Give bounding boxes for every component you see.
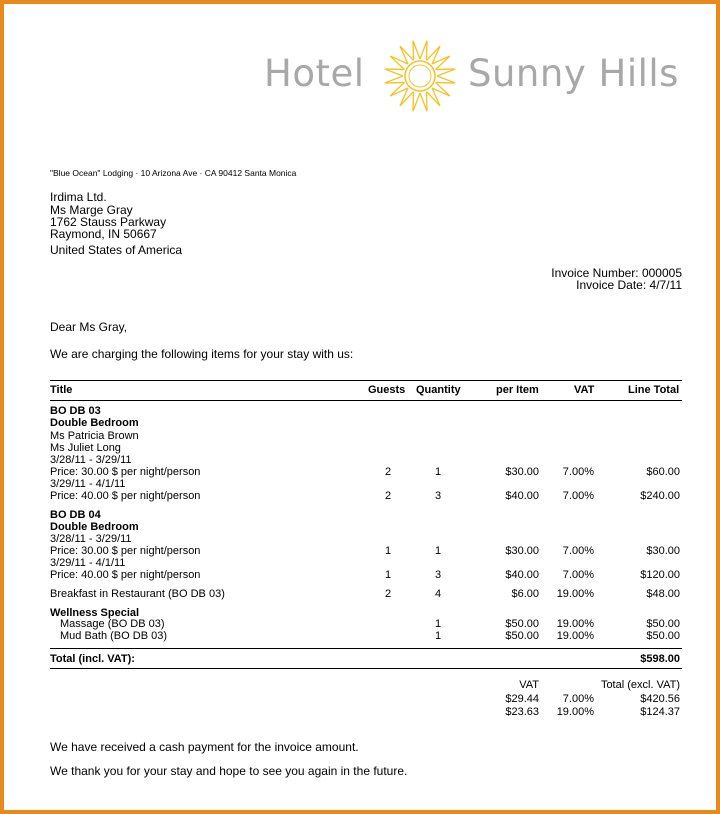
- vat-summary-header: VAT: [519, 679, 539, 691]
- vat-summary-excl-header: Total (excl. VAT): [600, 679, 680, 691]
- sender-line: "Blue Ocean" Lodging · 10 Arizona Ave · CA 90412 Santa Monica: [50, 168, 297, 178]
- group2-row2-per: $40.00: [505, 569, 539, 581]
- group1-row1-vat: 7.00%: [562, 466, 594, 478]
- group2-row1-vat: 7.00%: [562, 545, 594, 557]
- wellness-title: Wellness Special: [50, 607, 140, 619]
- group1-row2-qty: 3: [434, 490, 442, 502]
- vat-summary-row1-excl: $420.56: [640, 693, 680, 705]
- group1-row2-vat: 7.00%: [562, 490, 594, 502]
- group1-type: Double Bedroom: [50, 417, 139, 429]
- group2-row1-dates: 3/28/11 - 3/29/11: [50, 533, 132, 545]
- group1-guest1: Ms Patricia Brown: [50, 430, 139, 442]
- closing-text: We thank you for your stay and hope to see you again in the future.: [50, 764, 408, 778]
- sun-ray: [436, 69, 456, 76]
- group2-row1-guests: 1: [384, 545, 392, 557]
- breakfast-per: $6.00: [511, 588, 539, 600]
- wellness-item2-vat: 19.00%: [556, 630, 594, 642]
- breakfast-guests: 2: [384, 588, 392, 600]
- breakfast-vat: 19.00%: [556, 588, 594, 600]
- wellness-item2-title: Mud Bath (BO DB 03): [60, 630, 167, 642]
- group1-row1-per: $30.00: [505, 466, 539, 478]
- sun-ray: [385, 76, 405, 83]
- group2-row2-qty: 3: [434, 569, 442, 581]
- wellness-item2-per: $50.00: [505, 630, 539, 642]
- sun-logo-icon: [380, 38, 460, 114]
- group2-type: Double Bedroom: [50, 521, 139, 533]
- sun-ray: [385, 69, 405, 76]
- col-vat: VAT: [574, 384, 595, 396]
- group2-row1-price: Price: 30.00 $ per night/person: [50, 545, 201, 557]
- group2-row2-price: Price: 40.00 $ per night/person: [50, 569, 201, 581]
- col-quantity: Quantity: [416, 384, 461, 396]
- sun-ray: [413, 41, 420, 61]
- group2-row1-qty: 1: [434, 545, 442, 557]
- recipient-country: United States of America: [50, 243, 183, 257]
- group1-row2-total: $240.00: [640, 490, 680, 502]
- group1-row1-dates: 3/28/11 - 3/29/11: [50, 454, 132, 466]
- col-per-item: per Item: [496, 384, 539, 396]
- total-value: $598.00: [640, 653, 680, 665]
- total-label: Total (incl. VAT):: [50, 653, 135, 665]
- col-guests: Guests: [368, 384, 406, 396]
- total-bottom-rule: [50, 668, 682, 669]
- sun-ray: [436, 76, 456, 83]
- vat-summary-row2-vat: $23.63: [505, 706, 539, 718]
- group1-row1-guests: 2: [384, 466, 392, 478]
- sun-ray: [413, 92, 420, 112]
- invoice-number: Invoice Number: 000005: [551, 266, 682, 280]
- payment-note: We have received a cash payment for the invoice amount.: [50, 740, 359, 754]
- group1-row2-guests: 2: [384, 490, 392, 502]
- group2-row2-dates: 3/29/11 - 4/1/11: [50, 557, 126, 569]
- table-top-rule: [50, 380, 682, 381]
- group1-guest2: Ms Juliet Long: [50, 442, 121, 454]
- vat-summary-row2-rate: 19.00%: [556, 706, 594, 718]
- group2-row1-per: $30.00: [505, 545, 539, 557]
- wellness-item2-total: $50.00: [646, 630, 680, 642]
- group2-row2-guests: 1: [384, 569, 392, 581]
- logo-word-sunny-hills: Sunny Hills: [468, 52, 679, 95]
- vat-summary-row1-rate: 7.00%: [562, 693, 594, 705]
- invoice-date: Invoice Date: 4/7/11: [576, 278, 682, 292]
- wellness-item1-vat: 19.00%: [556, 618, 594, 630]
- col-line-total: Line Total: [628, 384, 680, 396]
- wellness-item1-per: $50.00: [505, 618, 539, 630]
- vat-summary-row1-vat: $29.44: [505, 693, 539, 705]
- group2-code: BO DB 04: [50, 509, 101, 521]
- salutation: Dear Ms Gray,: [50, 320, 128, 334]
- group1-row2-price: Price: 40.00 $ per night/person: [50, 490, 201, 502]
- recipient-company: Irdima Ltd.: [50, 190, 107, 204]
- breakfast-total: $48.00: [646, 588, 680, 600]
- recipient-street: 1762 Stauss Parkway: [50, 215, 167, 229]
- group2-row2-total: $120.00: [640, 569, 680, 581]
- breakfast-qty: 4: [434, 588, 442, 600]
- vat-summary-row2-excl: $124.37: [640, 706, 680, 718]
- logo-word-hotel: Hotel: [264, 52, 365, 95]
- wellness-item1-total: $50.00: [646, 618, 680, 630]
- wellness-item1-title: Massage (BO DB 03): [60, 618, 165, 630]
- breakfast-title: Breakfast in Restaurant (BO DB 03): [50, 588, 225, 600]
- group2-row2-vat: 7.00%: [562, 569, 594, 581]
- total-rule: [50, 648, 682, 649]
- recipient-city: Raymond, IN 50667: [50, 227, 157, 241]
- col-title: Title: [50, 384, 73, 396]
- group1-row1-price: Price: 30.00 $ per night/person: [50, 466, 201, 478]
- wellness-item1-qty: 1: [434, 618, 442, 630]
- group1-row1-total: $60.00: [646, 466, 680, 478]
- group1-row2-dates: 3/29/11 - 4/1/11: [50, 478, 126, 490]
- sun-ray: [420, 92, 427, 112]
- sun-ray: [420, 41, 427, 61]
- group1-code: BO DB 03: [50, 405, 101, 417]
- intro-text: We are charging the following items for your stay with us:: [50, 347, 354, 361]
- recipient-name: Ms Marge Gray: [50, 203, 133, 217]
- group1-row2-per: $40.00: [505, 490, 539, 502]
- table-header-rule: [50, 400, 682, 401]
- group1-row1-qty: 1: [434, 466, 442, 478]
- wellness-item2-qty: 1: [434, 630, 442, 642]
- group2-row1-total: $30.00: [646, 545, 680, 557]
